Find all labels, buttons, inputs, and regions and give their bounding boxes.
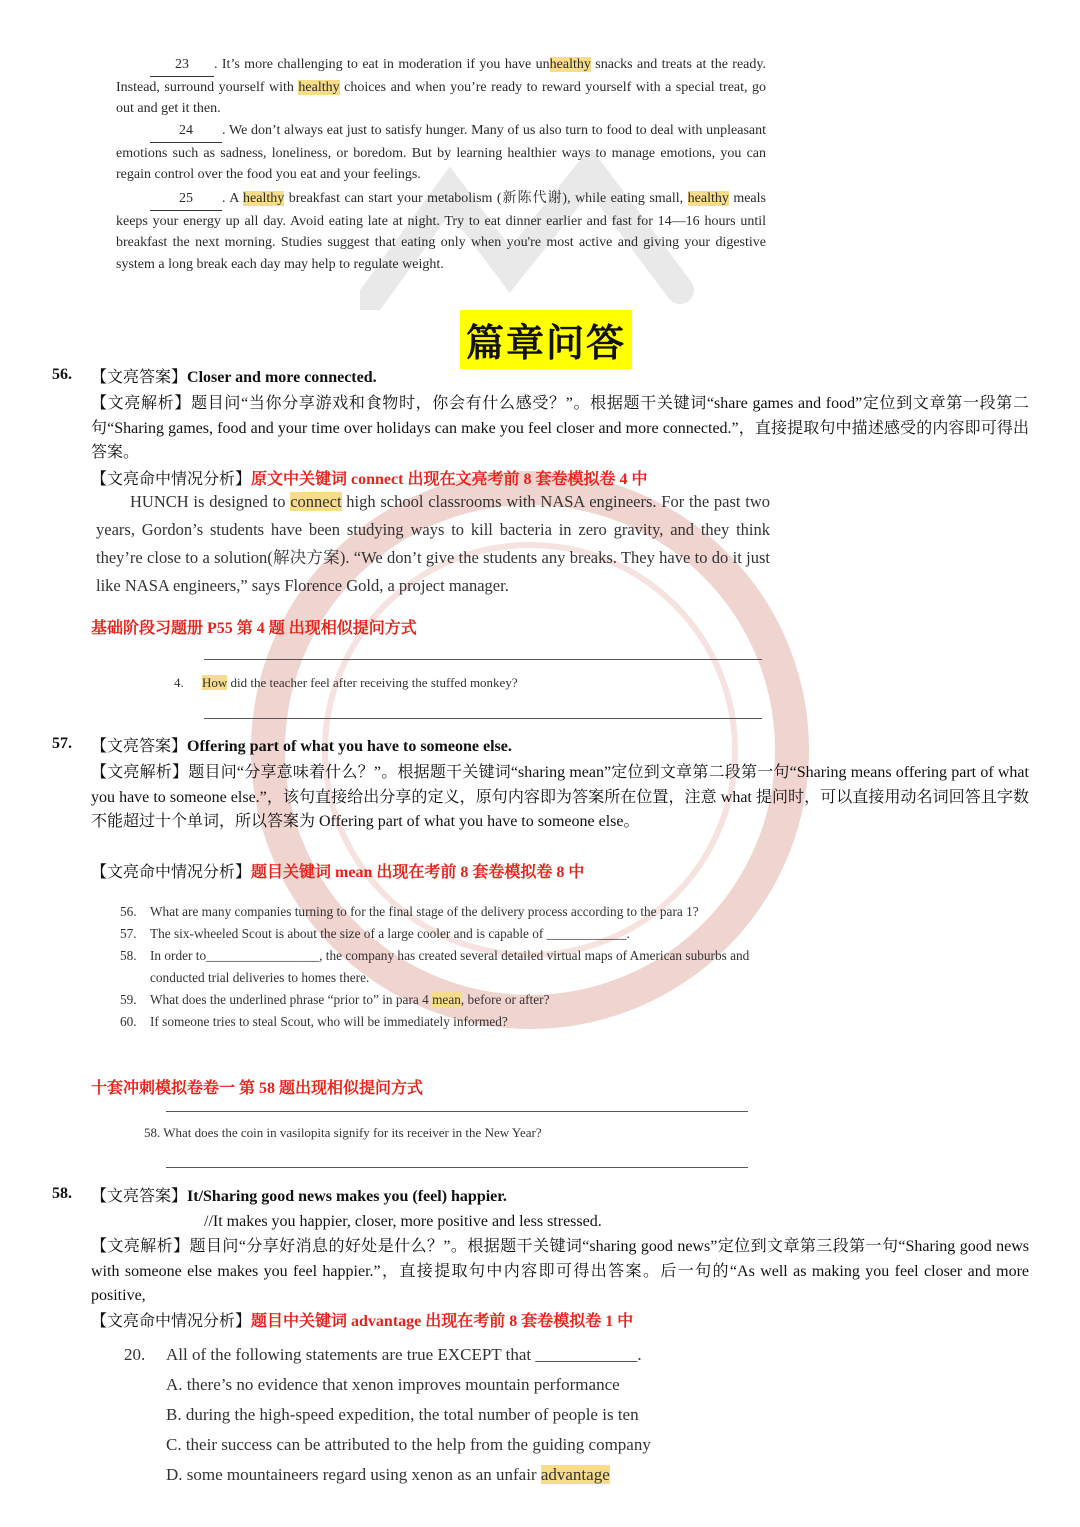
highlight-healthy: healthy: [549, 57, 591, 72]
answer-line: [166, 1111, 748, 1112]
mcq-option-a: A. there’s no evidence that xenon improves mountain performance: [166, 1375, 620, 1394]
similar-question-ref-57: 十套冲刺模拟卷卷一 第 58 题出现相似提问方式: [91, 1080, 424, 1097]
answer-line: [166, 1167, 748, 1168]
answer-58: 【文亮答案】It/Sharing good news makes you (feel) happier.: [91, 1188, 507, 1205]
question-list: [120, 901, 765, 1033]
mcq-option-d: D. some mountaineers regard using xenon as an unfair advantage: [166, 1465, 610, 1484]
similar-question-ref-56: 基础阶段习题册 P55 第 4 题 出现相似提问方式: [91, 620, 417, 637]
mcq-option-c: C. their success can be attributed to the help from the guiding company: [166, 1435, 651, 1454]
highlight-advantage: advantage: [540, 1465, 610, 1484]
answer-line: [204, 718, 762, 719]
highlight-healthy: healthy: [243, 191, 285, 206]
list-item: 58. In order to_________________, the company has created several detailed virtual maps of American suburbs and conducted trial deliveries to homes there.: [120, 948, 750, 985]
analysis-57: 【文亮解析】题目问“分享意味着什么？”。根据题干关键词“sharing mean”定位到文章第二段第一句“Sharing means offering part of what you have to someone else.”，该句直接给出分享的定义，原句内容即为答案所在位置，注意 what 提问时，可以直接用动名词回答且字数不能超过十个单词，所以答案为 Offering part of what you have to someone else。: [91, 764, 1029, 830]
highlight-connect: connect: [290, 492, 342, 511]
hit-analysis-57: 【文亮命中情况分析】题目关键词 mean 出现在考前 8 套卷模拟卷 8 中: [91, 864, 585, 881]
mcq-question-20: [124, 1340, 651, 1490]
passage-paragraph-24: 24 . We don’t always eat just to satisfy hunger. Many of us also turn to food to deal with unpleasant emotions such as sadness, loneliness, or boredom. But by learning healthier ways to manage emotions, you can regain control over the food you eat and your feelings.: [116, 120, 766, 186]
section-heading: 篇章问答: [460, 310, 632, 369]
analysis-56: 【文亮解析】题目问“当你分享游戏和食物时，你会有什么感受？”。根据题干关键词“share games and food”定位到文章第一段第二句“Sharing games, food and your time over holidays can make you feel closer and more connected.”，直接提取句中描述感受的内容即可得出答案。: [91, 395, 1029, 461]
hit-analysis-58: 【文亮命中情况分析】题目中关键词 advantage 出现在考前 8 套卷模拟卷 1 中: [91, 1313, 634, 1330]
answer-line: [204, 659, 762, 660]
question-number-56: 56.: [52, 366, 72, 383]
mcq-option-b: B. during the high-speed expedition, the total number of people is ten: [166, 1405, 639, 1424]
blank-23: 23: [150, 54, 214, 77]
blank-25: 25: [150, 188, 222, 211]
question-number-57: 57.: [52, 735, 72, 752]
hit-analysis-56: 【文亮命中情况分析】原文中关键词 connect 出现在文亮考前 8 套卷模拟卷 4 中: [91, 471, 648, 488]
answer-57: 【文亮答案】Offering part of what you have to someone else.: [91, 738, 512, 755]
excerpt-hunch: HUNCH is designed to connect high school classrooms with NASA engineers. For the past two years, Gordon’s students have been studying ways to kill bacteria in zero gravity, and they think they’re close to a solution(解决方案). “We don’t give the students any breaks. They have to do it just like NASA engineers,” says Florence Gold, a project manager.: [96, 492, 770, 595]
highlight-mean: mean: [432, 992, 461, 1007]
list-item: 57. The six-wheeled Scout is about the size of a large cooler and is capable of ____________.: [120, 926, 630, 941]
highlight-healthy: healthy: [687, 191, 729, 206]
passage-paragraph-23: 23 . It’s more challenging to eat in moderation if you have unhealthy snacks and treats at the ready. Instead, surround yourself with healthy choices and when you’re ready to reward yourself with a special treat, go out and get it then.: [116, 54, 766, 120]
similar-question-56: 4. How did the teacher feel after receiving the stuffed monkey?: [174, 675, 518, 690]
highlight-healthy: healthy: [298, 79, 340, 95]
question-number-58: 58.: [52, 1185, 72, 1202]
list-item: 56. What are many companies turning to for the final stage of the delivery process according to the para 1?: [120, 904, 699, 919]
alternate-answer-58: //It makes you happier, closer, more positive and less stressed.: [204, 1213, 602, 1230]
list-item: 59. What does the underlined phrase “prior to” in para 4 mean, before or after?: [120, 992, 550, 1007]
similar-question-57: 58. What does the coin in vasilopita signify for its receiver in the New Year?: [144, 1125, 542, 1140]
blank-24: 24: [150, 120, 222, 143]
analysis-58: 【文亮解析】题目问“分享好消息的好处是什么？”。根据题干关键词“sharing good news”定位到文章第三段第一句“Sharing good news with someone else makes you feel happier.”，直接提取句中内容即可得出答案。后一句的“As well as making you feel closer and more positive,: [91, 1238, 1029, 1304]
list-item: 60. If someone tries to steal Scout, who will be immediately informed?: [120, 1014, 508, 1029]
answer-56: 【文亮答案】Closer and more connected.: [91, 369, 377, 386]
mcq-stem: 20. All of the following statements are true EXCEPT that ____________.: [124, 1345, 642, 1364]
passage-paragraph-25: 25 . A healthy breakfast can start your metabolism (新陈代谢), while eating small, healthy meals keeps your energy up all day. Avoid eating late at night. Try to eat dinner earlier and fast for 14—16 hours until breakfast the next morning. Studies suggest that eating only when you're most active and giving your digestive system a long break each day may help to regulate weight.: [116, 188, 766, 275]
